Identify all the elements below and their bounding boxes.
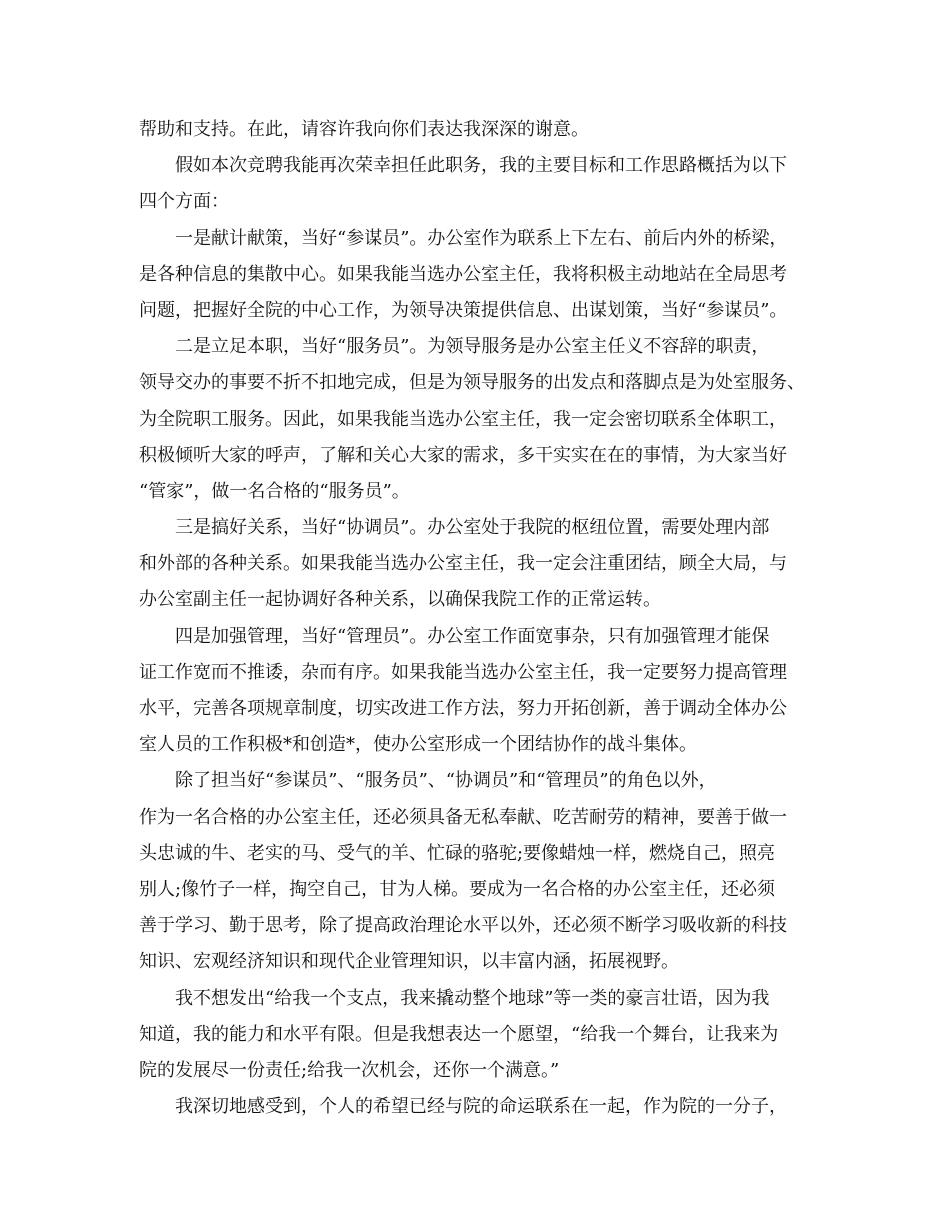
text-line: 别人;像竹子一样，掏空自己，甘为人梯。要成为一名合格的办公室主任，还必须 bbox=[139, 878, 776, 900]
text-line: 室人员的工作积极*和创造*，使办公室形成一个团结协作的战斗集体。 bbox=[139, 734, 697, 756]
document-body bbox=[139, 112, 819, 1125]
text-line: 四个方面： bbox=[139, 191, 229, 213]
text-line: 问题，把握好全院的中心工作，为领导决策提供信息、出谋划策，当好“参谋员”。 bbox=[139, 299, 788, 321]
text-line: 是各种信息的集散中心。如果我能当选办公室主任，我将积极主动地站在全局思考 bbox=[139, 263, 787, 285]
text-line: 积极倾听大家的呼声，了解和关心大家的需求，多干实实在在的事情，为大家当好 bbox=[139, 444, 787, 466]
text-line: 办公室副主任一起协调好各种关系，以确保我院工作的正常运转。 bbox=[139, 589, 661, 611]
text-line: 头忠诚的牛、老实的马、受气的羊、忙碌的骆驼;要像蜡烛一样，燃烧自己，照亮 bbox=[139, 842, 776, 864]
text-line: 领导交办的事要不折不扣地完成，但是为领导服务的出发点和落脚点是为处室服务、 bbox=[139, 372, 805, 394]
text-line: 和外部的各种关系。如果我能当选办公室主任，我一定会注重团结，顾全大局，与 bbox=[139, 553, 787, 575]
text-line: 假如本次竞聘我能再次荣幸担任此职务，我的主要目标和工作思路概括为以下 bbox=[175, 155, 787, 177]
text-line: 善于学习、勤于思考，除了提高政治理论水平以外，还必须不断学习吸收新的科技 bbox=[139, 915, 787, 937]
text-line: 水平，完善各项规章制度，切实改进工作方法，努力开拓创新，善于调动全体办公 bbox=[139, 698, 787, 719]
text-line: 知识、宏观经济知识和现代企业管理知识，以丰富内涵，拓展视野。 bbox=[139, 951, 679, 973]
text-line: 我深切地感受到，个人的希望已经与院的命运联系在一起，作为院的一分子， bbox=[175, 1096, 787, 1118]
text-line: 一是献计献策，当好“参谋员”。办公室作为联系上下左右、前后内外的桥梁， bbox=[175, 227, 788, 249]
text-line: 三是搞好关系，当好“协调员”。办公室处于我院的枢纽位置，需要处理内部 bbox=[175, 517, 770, 539]
text-line: 除了担当好“参谋员”、“服务员”、“协调员”和“管理员”的角色以外， bbox=[175, 770, 717, 792]
text-line: 院的发展尽一份责任;给我一次机会，还你一个满意。” bbox=[139, 1059, 560, 1081]
text-line: 证工作宽而不推诿，杂而有序。如果我能当选办公室主任，我一定要努力提高管理 bbox=[139, 661, 787, 683]
text-line: 帮助和支持。在此，请容许我向你们表达我深深的谢意。 bbox=[139, 119, 589, 140]
text-line: 四是加强管理，当好“管理员”。办公室工作面宽事杂，只有加强管理才能保 bbox=[175, 625, 770, 647]
text-line: 知道，我的能力和水平有限。但是我想表达一个愿望，“给我一个舞台，让我来为 bbox=[139, 1023, 779, 1045]
text-line: 我不想发出“给我一个支点，我来撬动整个地球”等一类的豪言壮语，因为我 bbox=[175, 987, 770, 1009]
text-line: 二是立足本职，当好“服务员”。为领导服务是办公室主任义不容辞的职责， bbox=[175, 336, 770, 358]
text-line: 为全院职工服务。因此，如果我能当选办公室主任，我一定会密切联系全体职工， bbox=[139, 408, 787, 430]
text-line: 作为一名合格的办公室主任，还必须具备无私奉献、吃苦耐劳的精神，要善于做一 bbox=[139, 806, 787, 828]
text-line: “管家”，做一名合格的“服务员”。 bbox=[139, 480, 410, 502]
